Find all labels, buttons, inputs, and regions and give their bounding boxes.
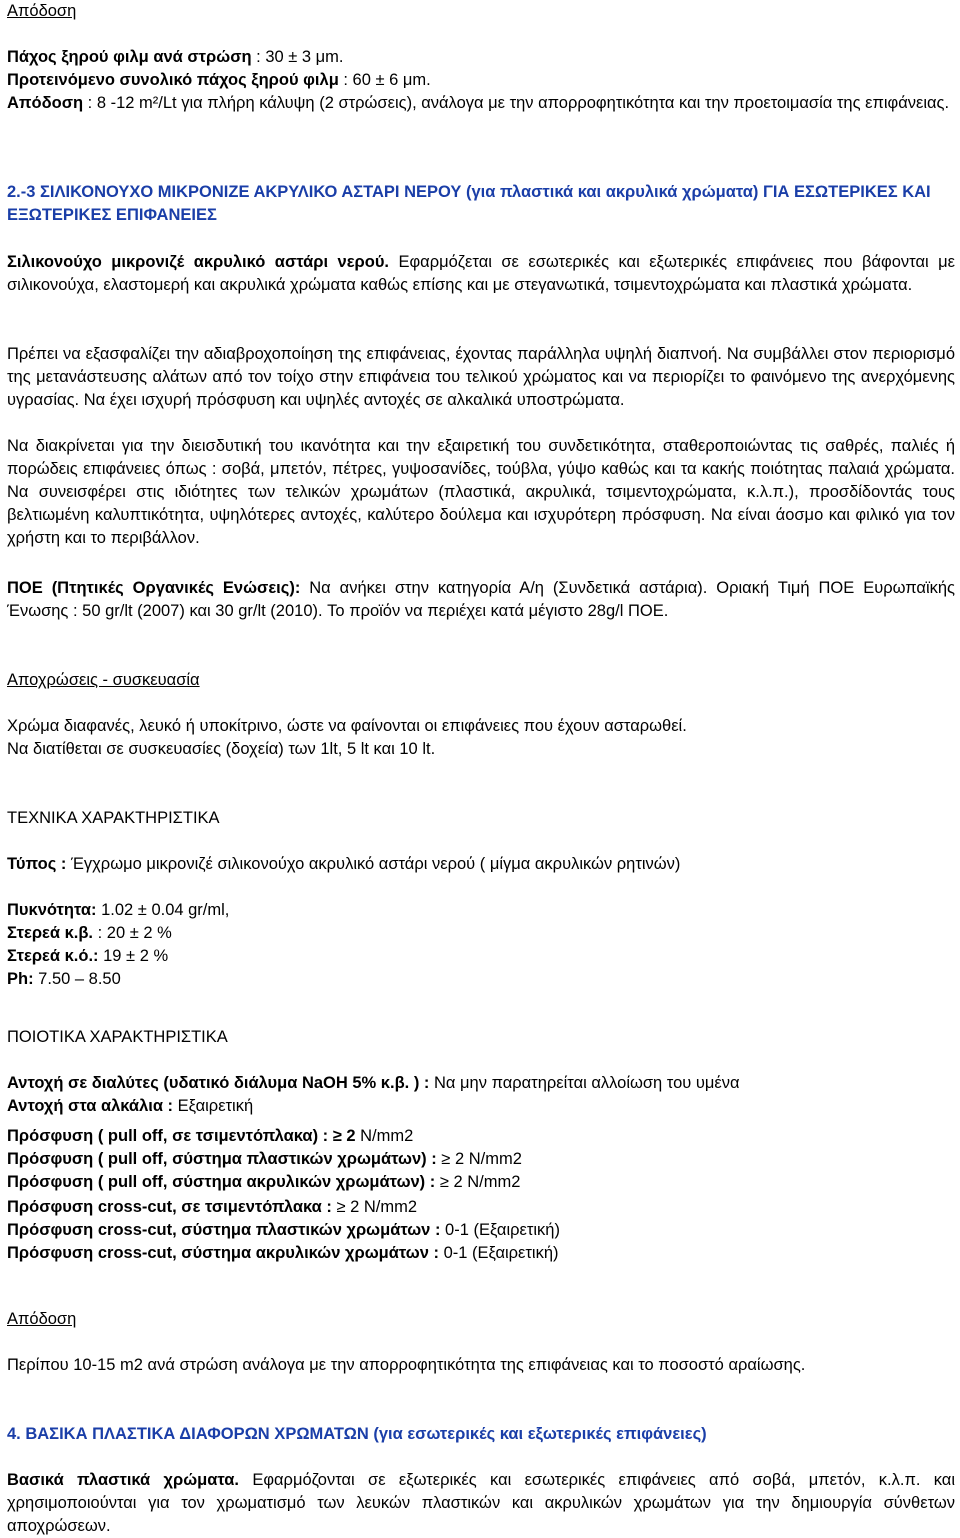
quality-row	[7, 1072, 955, 1095]
value: : 60 ± 6 μm.	[338, 71, 431, 89]
intro-bold: Βασικά πλαστικά χρώματα.	[7, 1471, 240, 1489]
yield-line	[7, 92, 955, 115]
section-heading-yield: Απόδοση	[7, 2, 77, 20]
ph-line	[7, 968, 955, 991]
solids-weight-line	[7, 922, 955, 945]
value: : 30 ± 3 μm.	[251, 48, 344, 66]
value: Εξαιρετική	[173, 1097, 254, 1115]
label: Αντοχή στα αλκάλια :	[7, 1097, 174, 1115]
label: Ph:	[7, 970, 34, 988]
label: Πάχος ξηρού φιλμ ανά στρώση	[7, 48, 252, 66]
label: Στερεά κ.β.	[7, 924, 94, 942]
type-line	[7, 853, 955, 876]
product-intro	[7, 251, 955, 297]
dry-film-thickness-line	[7, 46, 955, 69]
value: 0-1 (Εξαιρετική)	[438, 1244, 559, 1262]
label: Αντοχή σε διαλύτες (υδατικό διάλυμα NaOH 5% κ.β. ) :	[7, 1074, 430, 1092]
quality-row	[7, 1095, 955, 1118]
label: Πρόσφυση ( pull off, σε τσιμεντόπλακα) : ≥ 2	[7, 1127, 356, 1145]
adhesion-row	[7, 1125, 955, 1148]
yield-text-2: Περίπου 10-15 m2 ανά στρώση ανάλογα με την απορροφητικότητα της επιφάνειας και το ποσοστό αραίωσης.	[7, 1356, 806, 1374]
adhesion-row	[7, 1171, 955, 1194]
label: Πυκνότητα:	[7, 901, 97, 919]
label: Πρόσφυση cross-cut, σύστημα πλαστικών χρωμάτων :	[7, 1221, 441, 1239]
product-paragraph-2: Πρέπει να εξασφαλίζει την αδιαβροχοποίηση της επιφάνειας, έχοντας παράλληλα υψηλή διαπνοή. Να συμβάλλει στον περιορισμό της μετανάστευσης αλάτων από τον τοίχο στην επιφάνεια του τελικού χρώματος και να περιορίζει το φαινόμενο της ανερχόμενης υγρασίας. Να έχει ισχυρή πρόσφυση και υψηλές αντοχές σε αλκαλικά υποστρώματα.	[7, 345, 955, 409]
label: Απόδοση	[7, 94, 84, 112]
label: Πρόσφυση cross-cut, σε τσιμεντόπλακα :	[7, 1198, 332, 1216]
intro-bold: Σιλικονούχο μικρονιζέ ακρυλικό αστάρι νερού.	[7, 253, 390, 271]
adhesion-row	[7, 1196, 955, 1219]
colors-line-1: Χρώμα διαφανές, λευκό ή υποκίτρινο, ώστε να φαίνονται οι επιφάνειες που έχουν ασταρωθεί.	[7, 717, 687, 735]
label: Πρόσφυση ( pull off, σύστημα πλαστικών χρωμάτων) :	[7, 1150, 437, 1168]
value: ≥ 2 N/mm2	[436, 1150, 522, 1168]
value: 7.50 – 8.50	[33, 970, 121, 988]
value: 1.02 ± 0.04 gr/ml,	[96, 901, 230, 919]
value: Να μην παρατηρείται αλλοίωση του υμένα	[429, 1074, 740, 1092]
value: : 8 -12 m²/Lt για πλήρη κάλυψη (2 στρώσεις), ανάλογα με την απορροφητικότητα και την προετοιμασία της επιφάνειας.	[83, 94, 950, 112]
density-line	[7, 899, 955, 922]
value: : 20 ± 2 %	[93, 924, 172, 942]
intro-text: Εφαρμόζεται σε εσωτερικές και εξωτερικές επιφάνειες που βάφονται με σιλικονούχα, ελαστομερή και ακρυλικά χρώματα καθώς επίσης και με στεγανωτικά, τσιμεντοχρώματα και πλαστικά χρώματα.	[7, 253, 955, 294]
voc-label: ΠΟΕ (Πτητικές Οργανικές Ενώσεις):	[7, 579, 301, 597]
yield-heading-2: Απόδοση	[7, 1310, 77, 1328]
voc-paragraph	[7, 577, 955, 623]
adhesion-row	[7, 1148, 955, 1171]
section-4-intro	[7, 1469, 955, 1538]
value: 19 ± 2 %	[98, 947, 169, 965]
value: 0-1 (Εξαιρετική)	[440, 1221, 560, 1239]
value: N/mm2	[355, 1127, 414, 1145]
solids-volume-line	[7, 945, 955, 968]
product-paragraph-3: Να διακρίνεται για την διεισδυτική του ικανότητα και την εξαιρετική του συνδετικότητα, σταθεροποιώντας τις σαθρές, παλιές ή πορώδεις επιφάνειες όπως : σοβά, μπετόν, πέτρες, γυψοσανίδες, τούβλα, γύψο καθώς και τα κακής ποιότητας παλαιά χρώματα. Να συνεισφέρει στις ιδιότητες των τελικών χρωμάτων (πλαστικά, ακρυλικά, τσιμεντοχρώματα, κ.λ.π.), προσδίδοντάς τους βελτιωμένη καλυπτικότητα, υψηλότερες αντοχές, καλύτερο δούλεμα και ισχυρότερη πρόσφυση. Να είναι άοσμο και φιλικό για τον χρήστη και το περιβάλλον.	[7, 437, 955, 547]
colors-heading: Αποχρώσεις - συσκευασία	[7, 671, 200, 689]
value: Έγχρωμο μικρονιζέ σιλικονούχο ακρυλικό αστάρι νερού ( μίγμα ακρυλικών ρητινών)	[66, 855, 681, 873]
label: Τύπος :	[7, 855, 67, 873]
value: ≥ 2 N/mm2	[435, 1173, 521, 1191]
label: Στερεά κ.ό.:	[7, 947, 99, 965]
voc-text: Να ανήκει στην κατηγορία Α/η (Συνδετικά αστάρια). Οριακή Τιμή ΠΟΕ Ευρωπαϊκής Ένωσης : 50 gr/lt (2007) και 30 gr/lt (2010). Το προϊόν να περιέχει κατά μέγιστο 28g/l ΠΟΕ.	[7, 579, 955, 620]
section-4-title: 4. ΒΑΣΙΚΑ ΠΛΑΣΤΙΚΑ ΔΙΑΦΟΡΩΝ ΧΡΩΜΑΤΩΝ (για εσωτερικές και εξωτερικές επιφάνειες)	[7, 1425, 707, 1443]
value: ≥ 2 N/mm2	[331, 1198, 418, 1216]
label: Πρόσφυση cross-cut, σύστημα ακρυλικών χρωμάτων :	[7, 1244, 439, 1262]
total-thickness-line	[7, 69, 955, 92]
adhesion-row	[7, 1242, 955, 1265]
adhesion-row	[7, 1219, 955, 1242]
intro-text: Εφαρμόζονται σε εξωτερικές και εσωτερικές επιφάνειες από σοβά, μπετόν, κ.λ.π. και χρησιμοποιούνται για τον χρωματισμό των λευκών πλαστικών και ακρυλικών χρωμάτων για την δημιουργία σύνθετων αποχρώσεων.	[7, 1471, 955, 1535]
label: Προτεινόμενο συνολικό πάχος ξηρού φιλμ	[7, 71, 339, 89]
product-title: 2.-3 ΣΙΛΙΚΟΝΟΥΧΟ ΜΙΚΡΟΝΙΖΕ ΑΚΡΥΛΙΚΟ ΑΣΤΑΡΙ ΝΕΡΟΥ (για πλαστικά και ακρυλικά χρώματα) ΓΙΑ ΕΣΩΤΕΡΙΚΕΣ ΚΑΙ ΕΞΩΤΕΡΙΚΕΣ ΕΠΙΦΑΝΕΙΕΣ	[7, 183, 931, 224]
label: Πρόσφυση ( pull off, σύστημα ακρυλικών χρωμάτων) :	[7, 1173, 436, 1191]
technical-heading: ΤΕΧΝΙΚΑ ΧΑΡΑΚΤΗΡΙΣΤΙΚΑ	[7, 809, 220, 827]
quality-heading: ΠΟΙΟΤΙΚΑ ΧΑΡΑΚΤΗΡΙΣΤΙΚΑ	[7, 1028, 228, 1046]
colors-line-2: Να διατίθεται σε συσκευασίες (δοχεία) των 1lt, 5 lt και 10 lt.	[7, 740, 436, 758]
